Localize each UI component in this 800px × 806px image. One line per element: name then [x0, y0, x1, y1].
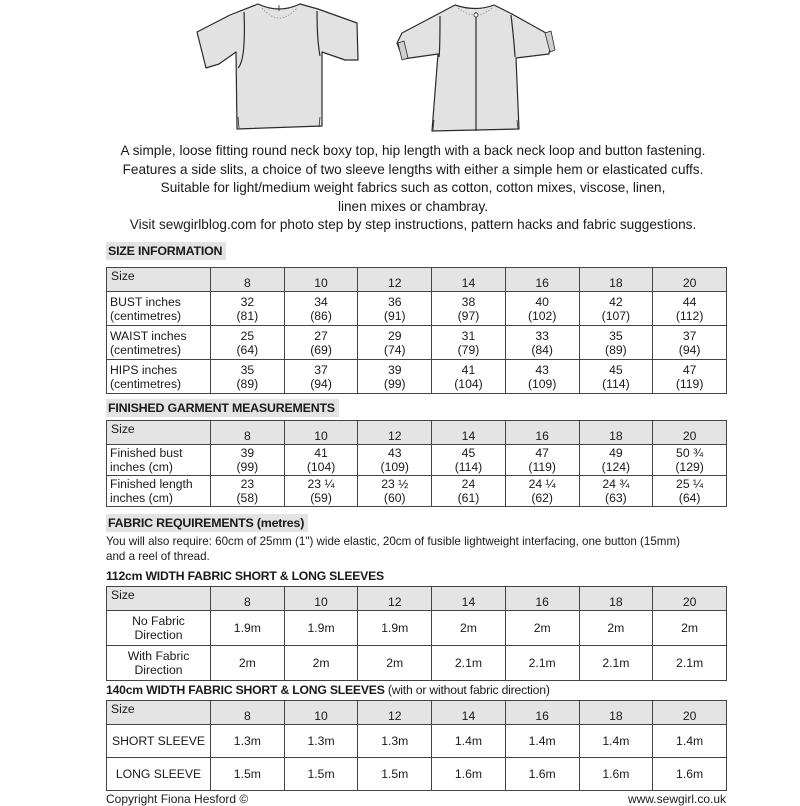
- table-cell: [211, 326, 285, 360]
- table-header-row: [107, 701, 727, 725]
- notions-note-line: and a reel of thread.: [106, 549, 210, 563]
- cell-value: 2m: [533, 621, 551, 635]
- cell-value: 1.9m: [381, 621, 409, 635]
- cell-value: (119): [528, 460, 556, 474]
- copyright-text: Copyright Fiona Hesford ©: [106, 792, 249, 806]
- table-cell: [505, 758, 579, 791]
- notions-note-line: You will also require: 60cm of 25mm (1") wide elastic, 20cm of fusible lightweight interfacing, one button (15mm): [106, 535, 680, 548]
- cell-value: 1.3m: [307, 734, 335, 748]
- cell-value: 32: [240, 294, 255, 309]
- cell-value: 45: [461, 446, 476, 460]
- table-cell: [505, 611, 579, 646]
- cell-value: (107): [601, 308, 631, 323]
- table-cell: [432, 725, 506, 758]
- cell-value: 38: [461, 294, 476, 309]
- row-label: [107, 611, 211, 646]
- cell-value: 1.3m: [381, 734, 409, 748]
- cell-value: (79): [457, 342, 480, 357]
- cell-value: (104): [454, 376, 483, 391]
- cell-value: 23 ¼: [307, 477, 335, 491]
- header-cell: 18: [579, 421, 653, 445]
- fabric-140cm-table: [106, 700, 727, 791]
- table-cell: [505, 725, 579, 758]
- cell-value: 25: [240, 328, 255, 343]
- table-cell: [653, 725, 727, 758]
- cell-value: 2m: [607, 621, 625, 635]
- row-label-line: inches (cm): [110, 460, 173, 474]
- cell-value: 2m: [459, 621, 477, 635]
- table-row: [107, 326, 727, 360]
- header-cell: 14: [432, 701, 506, 725]
- header-cell: 12: [358, 421, 432, 445]
- cell-value: (97): [457, 308, 480, 323]
- cell-value: (91): [383, 308, 406, 323]
- table-cell: [211, 758, 285, 791]
- cell-value: 45: [609, 362, 623, 377]
- header-cell: 16: [505, 587, 579, 611]
- header-cell: Size: [107, 701, 211, 725]
- row-label-line: With Fabric: [127, 649, 190, 663]
- table-cell: [432, 476, 506, 507]
- table-cell: [653, 476, 727, 507]
- table-cell: [358, 476, 432, 507]
- header-cell: 20: [653, 587, 727, 611]
- table-cell: [284, 445, 358, 476]
- table-cell: [358, 360, 432, 394]
- table-row: [107, 646, 727, 681]
- cell-value: 1.4m: [676, 734, 704, 748]
- garment-back-illustration: [397, 5, 555, 131]
- cell-value: 2m: [386, 656, 404, 670]
- cell-value: 49: [609, 446, 623, 460]
- header-cell: Size: [107, 587, 211, 611]
- cell-value: (61): [457, 491, 480, 505]
- cell-value: 35: [609, 328, 623, 343]
- cell-value: 39: [240, 446, 255, 460]
- cell-value: (114): [454, 460, 483, 474]
- table-cell: [211, 445, 285, 476]
- table-cell: [284, 611, 358, 646]
- table-cell: [432, 758, 506, 791]
- cell-value: 36: [387, 294, 402, 309]
- description-line: Visit sewgirlblog.com for photo step by step instructions, pattern hacks and fabric suggestions.: [129, 217, 697, 233]
- header-cell: 8: [211, 268, 285, 292]
- cell-value: 1.6m: [602, 767, 630, 781]
- fabric-140cm-title-main: 140cm WIDTH FABRIC SHORT & LONG SLEEVES: [106, 683, 385, 697]
- cell-value: 47: [682, 362, 697, 377]
- header-cell: 10: [284, 421, 358, 445]
- row-label: [107, 292, 211, 326]
- table-cell: [211, 476, 285, 507]
- cell-value: 41: [314, 446, 328, 460]
- table-cell: [284, 725, 358, 758]
- table-cell: [653, 445, 727, 476]
- table-cell: [579, 725, 653, 758]
- header-cell: 20: [653, 421, 727, 445]
- table-row: [107, 476, 727, 507]
- table-cell: [505, 360, 579, 394]
- cell-value: (62): [531, 491, 553, 505]
- row-label: [107, 725, 211, 758]
- header-cell: 16: [505, 701, 579, 725]
- cell-value: 1.4m: [528, 734, 556, 748]
- cell-value: (89): [236, 376, 259, 391]
- cell-value: 31: [461, 328, 476, 343]
- row-label-line: Direction: [134, 663, 183, 677]
- table-cell: [211, 725, 285, 758]
- cell-value: (89): [605, 342, 627, 357]
- cell-value: (99): [236, 460, 259, 474]
- cell-value: 1.4m: [602, 734, 630, 748]
- cell-value: 41: [461, 362, 476, 377]
- size-information-table: [106, 267, 727, 394]
- table-cell: [579, 445, 653, 476]
- cell-value: (63): [605, 491, 627, 505]
- row-label: [107, 326, 211, 360]
- cell-value: 37: [314, 362, 328, 377]
- cell-value: 23: [240, 477, 255, 491]
- fabric-112cm-table: [106, 586, 727, 681]
- table-cell: [284, 360, 358, 394]
- table-cell: [653, 326, 727, 360]
- table-cell: [653, 758, 727, 791]
- row-label: [107, 445, 211, 476]
- row-label: [107, 360, 211, 394]
- fabric-140cm-title: [106, 683, 550, 697]
- garment-illustrations: [0, 0, 800, 140]
- cell-value: 35: [240, 362, 255, 377]
- finished-garment-table: [106, 420, 727, 507]
- cell-value: (60): [383, 491, 406, 505]
- cell-value: 43: [387, 446, 402, 460]
- table-row: [107, 725, 727, 758]
- cell-value: 1.5m: [381, 767, 409, 781]
- table-cell: [505, 646, 579, 681]
- cell-value: 2m: [312, 656, 330, 670]
- header-cell: 18: [579, 268, 653, 292]
- table-cell: [432, 326, 506, 360]
- header-cell: 20: [653, 268, 727, 292]
- table-cell: [653, 611, 727, 646]
- header-cell: 8: [211, 701, 285, 725]
- pattern-description: [100, 142, 726, 235]
- table-cell: [579, 360, 653, 394]
- table-cell: [432, 292, 506, 326]
- header-cell: 12: [358, 701, 432, 725]
- size-information-heading: SIZE INFORMATION: [106, 242, 226, 260]
- garment-front-illustration: [197, 4, 358, 129]
- table-cell: [358, 611, 432, 646]
- header-cell: 20: [653, 701, 727, 725]
- row-label-line: SHORT SLEEVE: [111, 734, 206, 748]
- table-cell: [284, 326, 358, 360]
- cell-value: (74): [383, 342, 406, 357]
- cell-value: (94): [678, 342, 701, 357]
- cell-value: 1.9m: [233, 621, 261, 635]
- cell-value: 2.1m: [454, 656, 483, 670]
- header-cell: 10: [284, 701, 358, 725]
- table-cell: [579, 292, 653, 326]
- cell-value: 1.9m: [307, 621, 335, 635]
- header-cell: 10: [284, 268, 358, 292]
- header-cell: 14: [432, 587, 506, 611]
- cell-value: (59): [310, 491, 332, 505]
- row-label-line: (centimetres): [110, 308, 182, 323]
- finished-garment-heading: FINISHED GARMENT MEASUREMENTS: [106, 399, 339, 417]
- fabric-requirements-heading: FABRIC REQUIREMENTS (metres): [106, 514, 308, 532]
- cell-value: (104): [306, 460, 336, 474]
- row-label: [107, 476, 211, 507]
- cell-value: 1.6m: [528, 767, 556, 781]
- row-label-line: No Fabric: [132, 614, 185, 628]
- table-cell: [358, 445, 432, 476]
- cell-value: 2m: [238, 656, 256, 670]
- notions-note: [106, 535, 726, 564]
- header-cell: 8: [211, 587, 285, 611]
- row-label-line: (centimetres): [110, 342, 182, 357]
- cell-value: 39: [387, 362, 402, 377]
- cell-value: 43: [535, 362, 549, 377]
- cell-value: (64): [236, 342, 259, 357]
- cell-value: 40: [535, 294, 549, 309]
- cell-value: (124): [601, 460, 631, 474]
- row-label-line: WAIST inches: [110, 328, 187, 343]
- table-row: [107, 611, 727, 646]
- cell-value: (112): [675, 308, 704, 323]
- header-cell: 12: [358, 268, 432, 292]
- header-cell: Size: [107, 268, 211, 292]
- cell-value: 47: [535, 446, 549, 460]
- table-header-row: [107, 587, 727, 611]
- table-cell: [653, 360, 727, 394]
- table-cell: [432, 646, 506, 681]
- table-header-row: [107, 268, 727, 292]
- cell-value: (109): [380, 460, 409, 474]
- table-cell: [432, 611, 506, 646]
- cell-value: 44: [682, 294, 697, 309]
- table-row: [107, 758, 727, 791]
- cell-value: 1.6m: [676, 767, 704, 781]
- header-cell: Size: [107, 421, 211, 445]
- table-cell: [211, 360, 285, 394]
- table-row: [107, 445, 727, 476]
- table-cell: [358, 292, 432, 326]
- cell-value: 33: [535, 328, 549, 343]
- table-cell: [505, 445, 579, 476]
- cell-value: 1.4m: [454, 734, 483, 748]
- row-label-line: Finished length: [110, 477, 193, 491]
- table-cell: [505, 292, 579, 326]
- cell-value: (58): [236, 491, 259, 505]
- cell-value: (109): [527, 376, 557, 391]
- cell-value: (69): [310, 342, 332, 357]
- table-cell: [284, 292, 358, 326]
- cell-value: 24 ¾: [602, 477, 630, 491]
- table-cell: [579, 611, 653, 646]
- table-cell: [653, 292, 727, 326]
- cell-value: 2.1m: [528, 656, 556, 670]
- table-cell: [505, 326, 579, 360]
- cell-value: 2.1m: [676, 656, 704, 670]
- table-cell: [358, 326, 432, 360]
- table-row: [107, 360, 727, 394]
- row-label-line: Finished bust: [110, 446, 183, 460]
- fabric-140cm-title-suffix: (with or without fabric direction): [384, 683, 550, 697]
- row-label-line: BUST inches: [110, 294, 181, 309]
- cell-value: 24: [461, 477, 476, 491]
- cell-value: 27: [314, 328, 328, 343]
- table-cell: [579, 476, 653, 507]
- table-cell: [284, 758, 358, 791]
- table-cell: [358, 725, 432, 758]
- row-label: [107, 646, 211, 681]
- header-cell: 16: [505, 268, 579, 292]
- cell-value: 1.5m: [307, 767, 335, 781]
- cell-value: 34: [314, 294, 328, 309]
- cell-value: (114): [602, 376, 630, 391]
- table-cell: [505, 476, 579, 507]
- cell-value: 1.3m: [233, 734, 261, 748]
- table-cell: [579, 646, 653, 681]
- description-line: Features a side slits, a choice of two sleeve lengths with either a simple hem or elasticated cuffs.: [122, 161, 704, 177]
- table-cell: [211, 292, 285, 326]
- header-cell: 10: [284, 587, 358, 611]
- row-label-line: HIPS inches: [110, 362, 178, 377]
- table-cell: [211, 611, 285, 646]
- header-cell: 14: [432, 421, 506, 445]
- header-cell: 8: [211, 421, 285, 445]
- cell-value: 23 ½: [381, 477, 409, 491]
- cell-value: (64): [678, 491, 701, 505]
- header-cell: 14: [432, 268, 506, 292]
- table-row: [107, 292, 727, 326]
- table-cell: [284, 476, 358, 507]
- table-cell: [432, 360, 506, 394]
- fabric-112cm-title: 112cm WIDTH FABRIC SHORT & LONG SLEEVES: [106, 569, 384, 583]
- table-cell: [211, 646, 285, 681]
- row-label-line: Direction: [134, 628, 183, 642]
- cell-value: 42: [609, 294, 623, 309]
- description-line: Suitable for light/medium weight fabrics such as cotton, cotton mixes, viscose, linen,: [160, 180, 666, 196]
- table-cell: [358, 758, 432, 791]
- table-cell: [284, 646, 358, 681]
- row-label-line: inches (cm): [110, 491, 173, 505]
- cell-value: 1.6m: [454, 767, 483, 781]
- cell-value: 50 ¾: [676, 446, 704, 460]
- row-label: [107, 758, 211, 791]
- website-link[interactable]: www.sewgirl.co.uk: [627, 792, 726, 806]
- table-cell: [579, 758, 653, 791]
- table-header-row: [107, 421, 727, 445]
- cell-value: (81): [236, 308, 259, 323]
- cell-value: 37: [682, 328, 697, 343]
- cell-value: 29: [387, 328, 402, 343]
- cell-value: (86): [310, 308, 332, 323]
- header-cell: 18: [579, 587, 653, 611]
- cell-value: 1.5m: [233, 767, 261, 781]
- description-line: A simple, loose fitting round neck boxy top, hip length with a back neck loop and button fastening.: [120, 143, 706, 158]
- row-label-line: LONG SLEEVE: [115, 767, 202, 781]
- cell-value: 24 ¼: [528, 477, 556, 491]
- table-cell: [579, 326, 653, 360]
- cell-value: 2.1m: [602, 656, 630, 670]
- cell-value: (99): [383, 376, 406, 391]
- header-cell: 18: [579, 701, 653, 725]
- cell-value: 2m: [681, 621, 699, 635]
- row-label-line: (centimetres): [110, 376, 182, 391]
- cell-value: (102): [527, 308, 557, 323]
- cell-value: (84): [531, 342, 553, 357]
- cell-value: 25 ¼: [676, 477, 704, 491]
- cell-value: (129): [675, 460, 704, 474]
- cell-value: (94): [310, 376, 332, 391]
- header-cell: 12: [358, 587, 432, 611]
- header-cell: 16: [505, 421, 579, 445]
- table-cell: [653, 646, 727, 681]
- description-line: linen mixes or chambray.: [337, 198, 489, 214]
- table-cell: [358, 646, 432, 681]
- table-cell: [432, 445, 506, 476]
- cell-value: (119): [675, 376, 704, 391]
